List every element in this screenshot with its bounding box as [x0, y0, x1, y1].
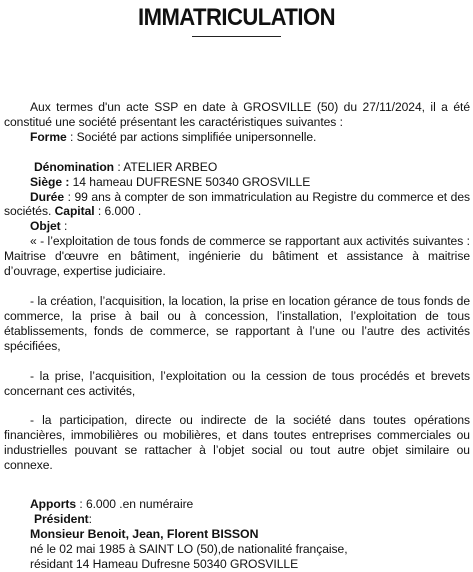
- objet-paragraph-4: - la participation, directe ou indirecte de la société dans toutes opérations financières, immobilières ou mobilières, et dans toutes entreprises commerciales ou industrielles pouvant se rattacher à l’objet social ou tout autre objet similaire ou connexe.: [4, 413, 470, 473]
- intro-paragraph: Aux termes d'un acte SSP en date à GROSVILLE (50) du 27/11/2024, il a été constitué une société présentant les caractéristiques suivantes :: [4, 100, 470, 129]
- duree-label: Durée: [30, 189, 65, 204]
- objet-label-suffix: :: [60, 219, 68, 234]
- president-label-suffix: :: [88, 511, 92, 526]
- forme-line: [4, 130, 470, 145]
- objet-label: Objet: [30, 219, 61, 234]
- siege-value: 14 hameau DUFRESNE 50340 GROSVILLE: [69, 174, 311, 189]
- president-label: Président: [34, 511, 89, 526]
- denomination-label: Dénomination: [34, 159, 115, 174]
- notice-body: [4, 100, 470, 572]
- objet-paragraph-2: - la création, l’acquisition, la location, la prise en location gérance de tous fonds de commerce, la prise à bail ou à concession, l’installation, l’exploitation de tous établissements, fonds de commerce, se rapportant à l’une ou l’autre des activités spécifiées,: [4, 293, 470, 353]
- apports-value: : 6.000 .en numéraire: [76, 497, 194, 512]
- duree-value: : 99 ans à compter de son immatriculation au Registre du commerce et des sociétés.: [4, 189, 470, 219]
- denomination-line: [4, 160, 470, 175]
- president-name: Monsieur Benoit, Jean, Florent BISSON: [30, 526, 259, 541]
- siege-line: [4, 175, 470, 190]
- objet-paragraph-3: - la prise, l’acquisition, l’exploitation ou la cession de tous procédés et brevets concernant ces activités,: [4, 368, 470, 398]
- president-address: résidant 14 Hameau Dufresne 50340 GROSVILLE: [30, 556, 299, 571]
- forme-value: : Société par actions simplifiée unipersonnelle.: [66, 129, 317, 144]
- objet-line: [4, 219, 470, 234]
- president-birth: né le 02 mai 1985 à SAINT LO (50),de nationalité française,: [30, 541, 348, 556]
- apports-line: [4, 497, 470, 512]
- forme-label: Forme: [30, 129, 67, 144]
- denomination-value: : ATELIER ARBEO: [114, 159, 218, 174]
- siege-label: Siège :: [30, 174, 70, 189]
- capital-value: : 6.000 .: [94, 204, 142, 219]
- apports-label: Apports: [30, 497, 77, 512]
- duree-paragraph: [4, 190, 470, 220]
- president-line: [4, 512, 470, 527]
- objet-paragraph-1: « - l’exploitation de tous fonds de commerce se rapportant aux activités suivantes : Maitrise d'œuvre en bâtiment, ingénierie du bâtiment et assistance à maitrise d’ouvrage, expertise judiciaire.: [4, 234, 470, 279]
- notice-title: IMMATRICULATION: [138, 4, 335, 31]
- capital-label: Capital: [54, 204, 95, 219]
- title-underline: [192, 36, 281, 37]
